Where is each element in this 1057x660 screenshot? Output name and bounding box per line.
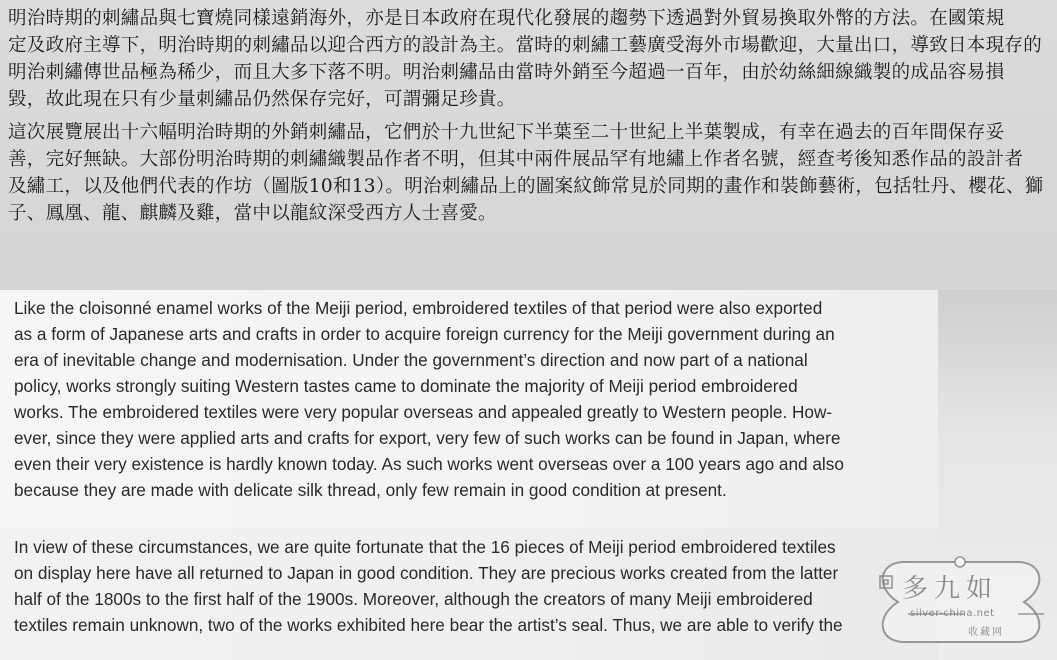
text-line: 及繡工，以及他們代表的作坊（圖版10和13）。明治刺繡品上的圖案紋飾常見於同期的畫作和裝飾藝術，包括牡丹、櫻花、獅	[8, 176, 1044, 197]
text-line: as a form of Japanese arts and crafts in order to acquire foreign currency for the Meiji government during an	[14, 324, 835, 344]
text-line: even their very existence is hardly known today. As such works went overseas over a 100 years ago and also	[14, 454, 844, 474]
text-line: era of inevitable change and modernisation. Under the government’s direction and now part of a national	[14, 350, 808, 370]
watermark	[868, 548, 1054, 656]
text-line: 善，完好無缺。大部份明治時期的刺繡織製品作者不明，但其中兩件展品罕有地繡上作者名號，經查考後知悉作品的設計者	[8, 149, 1024, 170]
text-line: textiles remain unknown, two of the works exhibited here bear the artist’s seal. Thus, we are able to verify the	[14, 615, 843, 635]
english-paragraph-1	[0, 290, 938, 528]
watermark-brand: 多九如	[902, 574, 999, 604]
text-line: 明治時期的刺繡品與七寶燒同樣遠銷海外，亦是日本政府在現代化發展的趨勢下透過對外貿易換取外幣的方法。在國策規	[8, 8, 1005, 29]
watermark-subtitle: 收藏网	[968, 627, 1004, 638]
text-line: 毀，故此現在只有少量刺繡品仍然保存完好，可謂彌足珍貴。	[8, 89, 516, 110]
text-line: because they are made with delicate silk thread, only few remain in good condition at present.	[14, 480, 727, 500]
text-line: ever, since they were applied arts and crafts for export, very few of such works can be found in Japan, where	[14, 428, 841, 448]
text-line: In view of these circumstances, we are quite fortunate that the 16 pieces of Meiji period embroidered textiles	[14, 537, 836, 557]
english-paragraph-2	[0, 528, 938, 660]
text-line: Like the cloisonné enamel works of the Meiji period, embroidered textiles of that period were also exported	[14, 298, 823, 318]
text-line: 這次展覽展出十六幅明治時期的外銷刺繡品，它們於十九世紀下半葉至二十世紀上半葉製成，有幸在過去的百年間保存妥	[8, 122, 1005, 143]
text-line: on display here have all returned to Japan in good condition. They are precious works created from the latter	[14, 563, 839, 583]
text-line: 定及政府主導下，明治時期的刺繡品以迎合西方的設計為主。當時的刺繡工藝廣受海外市場歡迎，大量出口，導致日本現存的	[8, 35, 1043, 56]
text-line: works. The embroidered textiles were very popular overseas and appealed greatly to Western people. How-	[14, 402, 833, 422]
text-line: policy, works strongly suiting Western tastes came to dominate the majority of Meiji period embroidered	[14, 376, 798, 396]
watermark-url: silver-china.net	[910, 608, 995, 619]
text-line: 子、鳳凰、龍、麒麟及雞，當中以龍紋深受西方人士喜愛。	[8, 203, 497, 224]
chinese-paragraph-2	[8, 119, 1047, 227]
text-line: 明治刺繡傳世品極為稀少，而且大多下落不明。明治刺繡品由當時外銷至今超過一百年，由於幼絲細線織製的成品容易損	[8, 62, 1005, 83]
text-line: half of the 1800s to the first half of the 1900s. Moreover, although the creators of many Meiji embroidered	[14, 589, 813, 609]
chinese-paragraph-1	[8, 5, 1047, 113]
chinese-text-section	[0, 0, 1057, 290]
